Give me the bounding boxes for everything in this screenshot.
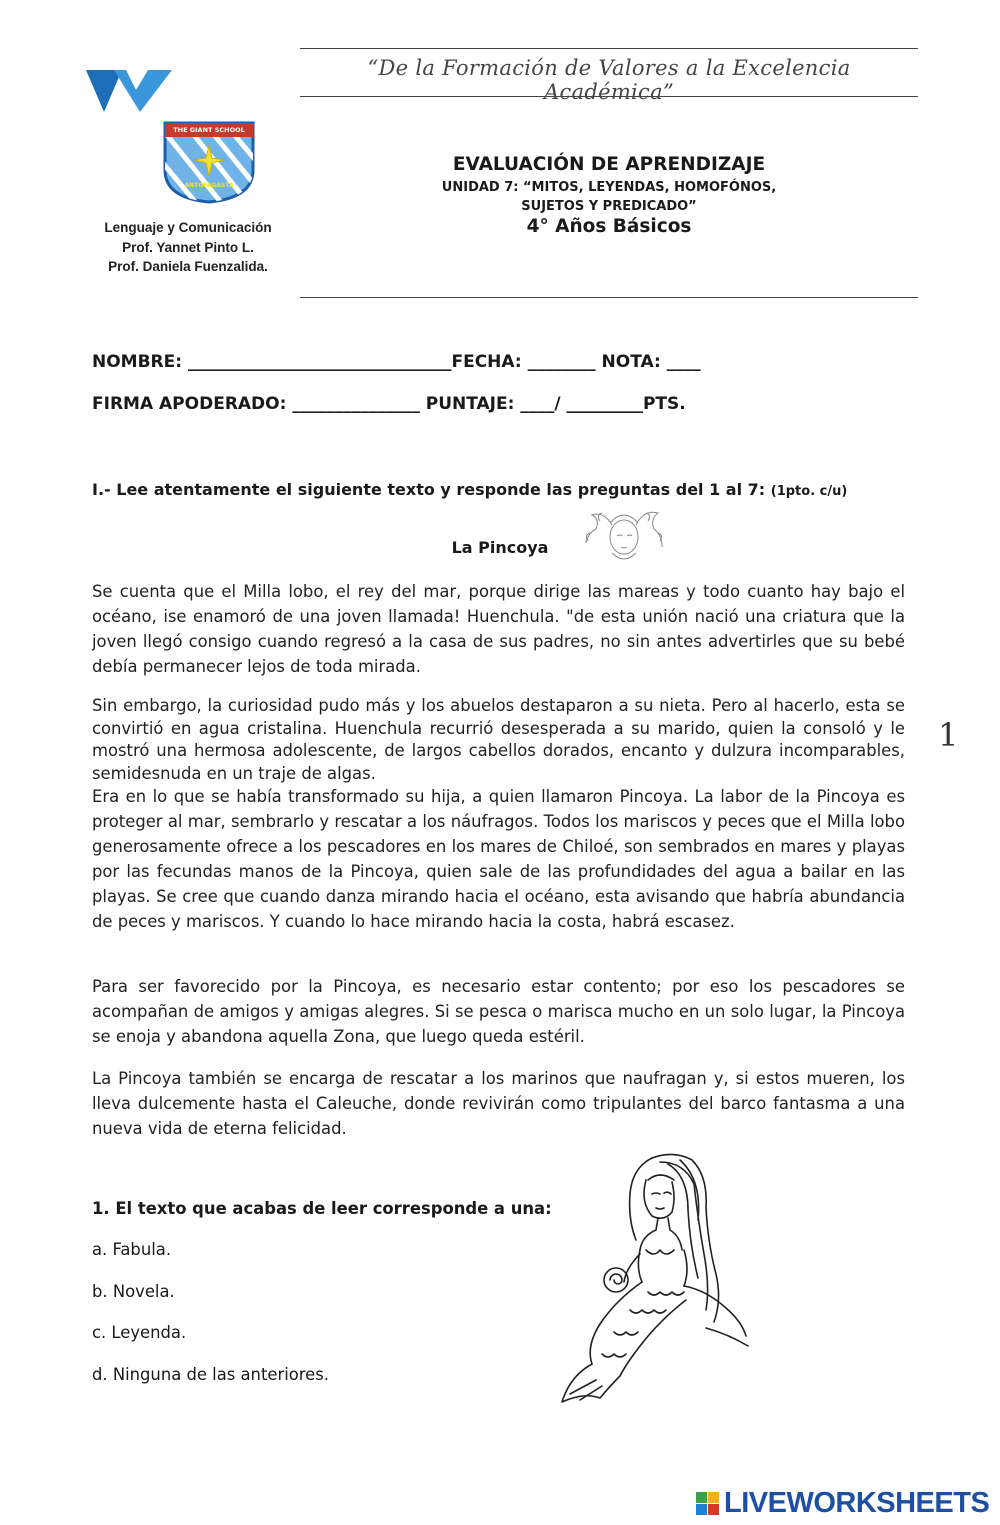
instruction-text: I.- Lee atentamente el siguiente texto y responde las preguntas del 1 al 7: (92, 480, 771, 499)
chevron-logo-icon (86, 68, 174, 114)
shield-top-text: THE GIANT SCHOOL (173, 126, 245, 134)
teacher-line-1: Prof. Yannet Pinto L. (122, 239, 254, 255)
answer-option-c[interactable]: c. Leyenda. (92, 1323, 187, 1342)
mermaid-illustration-icon (556, 1150, 756, 1412)
school-motto: “De la Formación de Valores a la Excelencia Académica” (367, 56, 851, 104)
grade-level: 4° Años Básicos (526, 216, 692, 237)
signature-score-field[interactable]: FIRMA APODERADO: _______________ PUNTAJE: ____/ _________PTS. (92, 394, 686, 414)
unit-line-2: SUJETOS Y PREDICADO” (521, 199, 697, 214)
subject-line: Lenguaje y Comunicación (104, 220, 272, 235)
liveworksheets-logo (696, 1486, 996, 1522)
answer-option-a[interactable]: a. Fabula. (92, 1240, 172, 1259)
points-note: (1pto. c/u) (770, 484, 848, 499)
evaluation-title: EVALUACIÓN DE APRENDIZAJE (452, 154, 766, 175)
header-bottom-rule (300, 297, 918, 298)
answer-option-b[interactable]: b. Novela. (92, 1282, 175, 1301)
teacher-line-2: Prof. Daniela Fuenzalida. (108, 259, 268, 274)
name-date-grade-field[interactable]: NOMBRE: _______________________________FECHA: ________ NOTA: ____ (92, 352, 701, 372)
story-title: La Pincoya (451, 538, 549, 557)
header-top-rule (300, 48, 918, 49)
story-paragraph: Sin embargo, la curiosidad pudo más y los abuelos destaparon a su nieta. Pero al hacerlo, esta se convirtió en agua cristalina. Huenchula recurrió desesperada a su marido, quien la consoló y le mostró una hermosa adolescente, de largos cabellos dorados, encanto y dulzura incomparables, semidesnuda en un traje de algas. (92, 696, 905, 783)
mermaid-face-sketch-icon (582, 503, 666, 567)
page-number: 1 (938, 716, 959, 754)
story-paragraph: Para ser favorecido por la Pincoya, es necesario estar contento; por eso los pescadores se acompañan de amigos y amigas alegres. Si se pesca o marisca mucho en un solo lugar, la Pincoya se enoja y abandona aquella Zona, que luego queda estéril. (92, 977, 905, 1046)
question-1-title: 1. El texto que acabas de leer corresponde a una: (92, 1199, 552, 1218)
liveworksheets-wordmark: LIVEWORKSHEETS (724, 1487, 990, 1519)
teacher-info (78, 218, 298, 277)
answer-option-d[interactable]: d. Ninguna de las anteriores. (92, 1365, 329, 1384)
liveworksheets-badge-icon (696, 1492, 720, 1516)
unit-line-1: UNIDAD 7: “MITOS, LEYENDAS, HOMOFÓNOS, (441, 180, 777, 195)
story-paragraph: La Pincoya también se encarga de rescatar a los marinos que naufragan y, si estos mueren, los lleva dulcemente hasta el Caleuche, donde revivirán como tripulantes del barco fantasma a una nueva vida de eterna felicidad. (92, 1069, 905, 1138)
unit-subtitle (300, 178, 918, 216)
story-paragraph: Se cuenta que el Milla lobo, el rey del mar, porque dirige las mareas y todo cuanto hay bajo el océano, ise enamoró de una joven llamada! Huenchula. "de esta unión nació una criatura que la joven llegó consigo cuando regresó a la casa de sus padres, no sin antes advertirles que su bebé debía permanecer lejos de toda mirada. (92, 582, 905, 676)
shield-bottom-text: ANTOFAGASTA (184, 182, 234, 189)
school-shield-icon (162, 120, 256, 204)
section-instruction (92, 478, 907, 504)
story-paragraph: Era en lo que se había transformado su hija, a quien llamaron Pincoya. La labor de la Pincoya es proteger al mar, sembrarlo y rescatar a los náufragos. Todos los mariscos y peces que el Milla lobo generosamente ofrece a los pescadores en los mares de Chiloé, son sembrados en mares y playas por las fecundas manos de la Pincoya, quien sale de las profundidades del agua a bailar en las playas. Se cree que cuando danza mirando hacia el océano, esta avisando que habría abundancia de peces y mariscos. Y cuando lo hace mirando hacia la costa, habrá escasez. (92, 787, 905, 931)
